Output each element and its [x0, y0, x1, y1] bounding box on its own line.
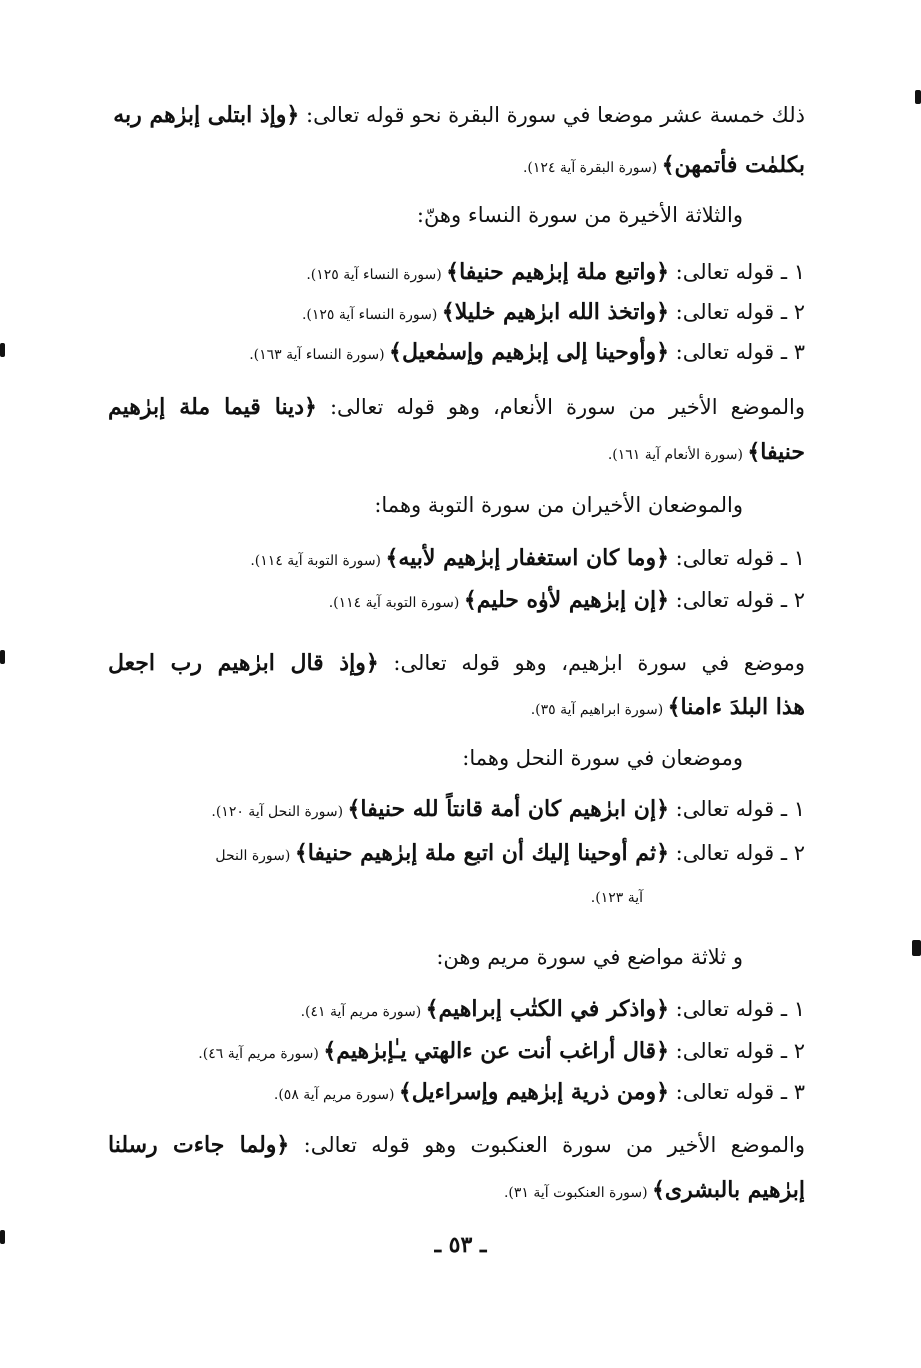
text-line [306, 257, 805, 290]
body-text: ٣ ـ قوله تعالى: [668, 1080, 805, 1104]
verse-reference: (سورة النساء آية ١٢٥). [301, 307, 442, 323]
quran-verse: ﴿إن إبرٰهيم لأوٰه حليم﴾ [463, 587, 669, 613]
text-line [274, 1077, 805, 1110]
text-line [113, 100, 805, 130]
verse-reference: (سورة مريم آية ٤١). [300, 1004, 426, 1020]
text-line [374, 490, 743, 520]
text-line [108, 392, 805, 422]
quran-verse: ﴿دينا قيما ملة إبرٰهيم [108, 394, 317, 420]
quran-verse: ﴿ومن ذرية إبرٰهيم وإسراءيل﴾ [398, 1079, 669, 1105]
body-text: ١ ـ قوله تعالى: [668, 546, 805, 570]
quran-verse: ﴿واتخذ الله ابرٰهيم خليلا﴾ [441, 299, 669, 325]
quran-verse: ﴿إن ابرٰهيم كان أمة قانتاً لله حنيفا﴾ [347, 796, 669, 822]
verse-reference: (سورة مريم آية ٤٦). [198, 1046, 324, 1062]
page-number: ـ ٥٣ ـ [434, 1232, 487, 1258]
body-text: ١ ـ قوله تعالى: [668, 997, 805, 1021]
body-text: ٢ ـ قوله تعالى: [668, 1039, 805, 1063]
text-line [250, 543, 805, 576]
quran-verse: ﴿واذكر في الكتٰب إبراهيم﴾ [425, 996, 669, 1022]
verse-reference: (سورة النحل آية ١٢٠). [211, 804, 348, 820]
verse-reference: (سورة البقرة آية ١٢٤). [522, 160, 662, 176]
verse-reference: (سورة النساء آية ١٦٣). [249, 347, 390, 363]
body-text: ٢ ـ قوله تعالى: [668, 300, 805, 324]
body-text: ١ ـ قوله تعالى: [668, 797, 805, 821]
body-text: والموضع الأخير من سورة العنكبوت وهو قوله تعالى: [289, 1133, 805, 1157]
verse-reference: (سورة العنكبوت آية ٣١). [503, 1185, 653, 1201]
verse-reference: (سورة النساء آية ١٢٥). [306, 267, 447, 283]
text-line [329, 585, 805, 618]
text-line [301, 994, 805, 1027]
verse-reference: (سورة النحل [215, 848, 295, 864]
text-line [523, 150, 805, 183]
quran-verse: ﴿وإذ ابتلى إبرٰهم ربه [113, 102, 300, 128]
quran-verse: إبرٰهيم بالبشرى﴾ [652, 1177, 805, 1203]
text-line [198, 1036, 805, 1069]
body-text: ١ ـ قوله تعالى: [668, 260, 805, 284]
verse-reference: (سورة التوبة آية ١١٤). [328, 595, 464, 611]
text-line [249, 337, 805, 370]
verse-reference: (سورة مريم آية ٥٨). [273, 1087, 399, 1103]
quran-verse: حنيفا﴾ [747, 439, 805, 465]
text-line [215, 838, 805, 871]
verse-reference: (سورة ابراهيم آية ٣٥). [530, 702, 668, 718]
text-line [108, 1130, 805, 1160]
text-line [531, 692, 805, 725]
verse-reference: (سورة الأنعام آية ١٦١). [607, 447, 748, 463]
text-line [211, 794, 805, 827]
quran-verse: هذا البلدَ ءامنا﴾ [667, 694, 805, 720]
body-text: والموضعان الأخيران من سورة التوبة وهما: [374, 493, 743, 517]
quran-verse: ﴿وإذ قال ابرٰهيم رب اجعل [108, 650, 379, 676]
scan-edge-mark [0, 343, 5, 357]
text-line [417, 200, 743, 230]
body-text: ٢ ـ قوله تعالى: [668, 841, 805, 865]
body-text: وموضعان في سورة النحل وهما: [462, 746, 743, 770]
text-line [108, 648, 805, 678]
quran-verse: ﴿وما كان استغفار إبرٰهيم لأبيه﴾ [385, 545, 669, 571]
quran-verse: ﴿ولما جاءت رسلنا [108, 1132, 290, 1158]
scan-edge-mark [0, 1230, 5, 1244]
text-line [302, 297, 805, 330]
scan-edge-mark [0, 650, 5, 664]
body-text: والثلاثة الأخيرة من سورة النساء وهنّ: [416, 203, 743, 227]
body-text: والموضع الأخير من سورة الأنعام، وهو قوله تعالى: [316, 395, 805, 419]
body-text: وموضع في سورة ابرٰهيم، وهو قوله تعالى: [378, 651, 805, 675]
quran-verse: بكلمٰت فأتمهن﴾ [661, 152, 805, 178]
body-text: ذلك خمسة عشر موضعا في سورة البقرة نحو قوله تعالى: [299, 103, 805, 127]
quran-verse: ﴿واتبع ملة إبرٰهيم حنيفا﴾ [446, 259, 669, 285]
text-line [608, 437, 805, 470]
text-line [462, 743, 743, 773]
scan-edge-mark [912, 940, 921, 956]
text-line [591, 880, 643, 913]
verse-reference: آية ١٢٣). [590, 890, 643, 906]
quran-verse: ﴿ثم أوحينا إليك أن اتبع ملة إبرٰهيم حنيفا﴾ [294, 840, 669, 866]
body-text: ٢ ـ قوله تعالى: [668, 588, 805, 612]
quran-verse: ﴿وأوحينا إلى إبرٰهيم وإسمٰعيل﴾ [389, 339, 669, 365]
text-line [504, 1175, 805, 1208]
body-text: ٣ ـ قوله تعالى: [668, 340, 805, 364]
verse-reference: (سورة التوبة آية ١١٤). [250, 553, 386, 569]
text-line [436, 942, 743, 972]
quran-verse: ﴿قال أراغب أنت عن ءالهتي يـٰإبرٰهيم﴾ [323, 1038, 669, 1064]
body-text: و ثلاثة مواضع في سورة مريم وهن: [436, 945, 743, 969]
scan-edge-mark [915, 90, 921, 104]
